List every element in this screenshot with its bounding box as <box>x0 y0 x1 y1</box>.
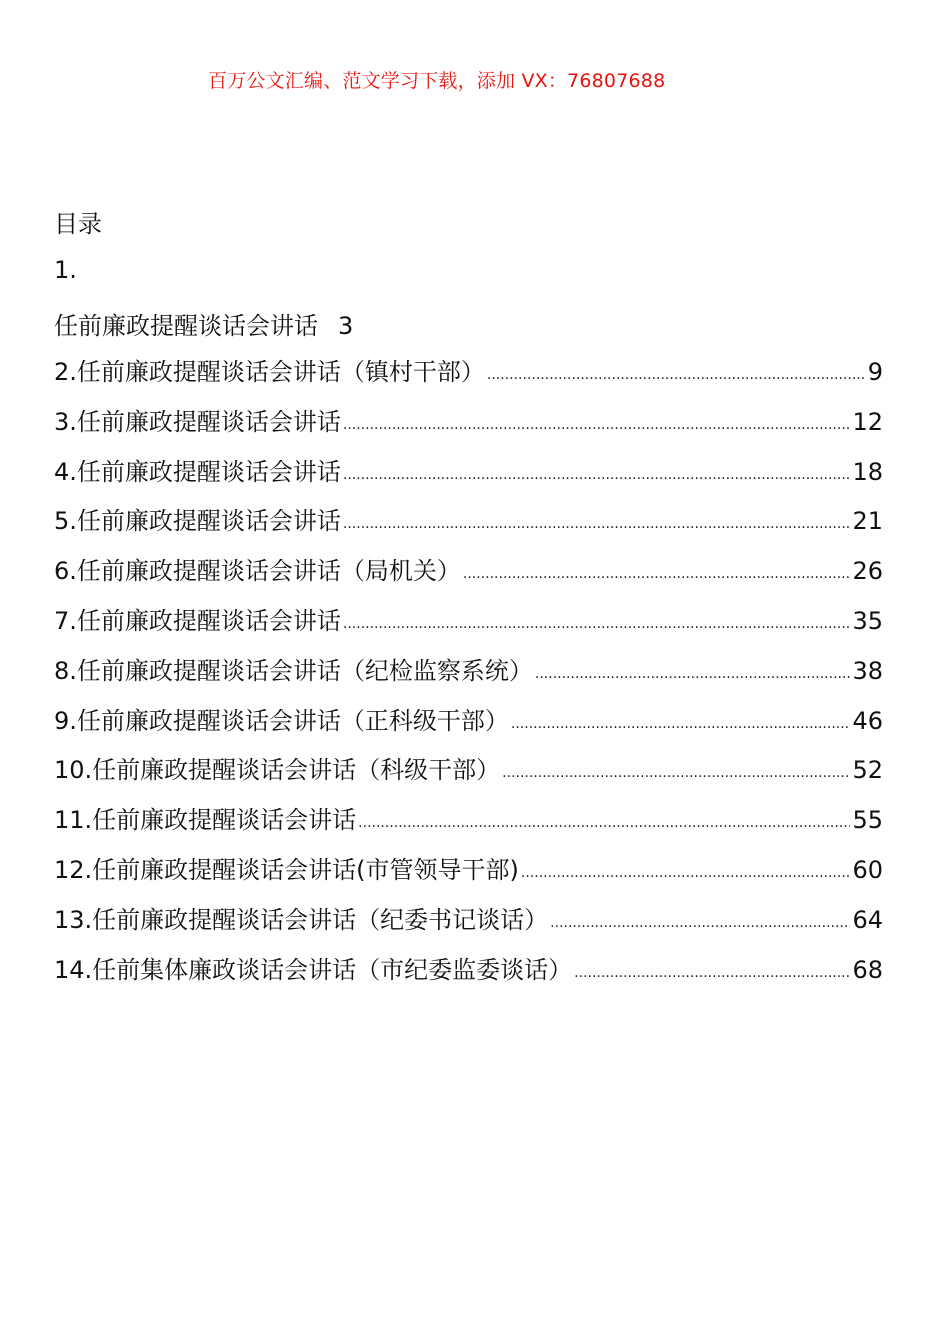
toc-entry-page: 18 <box>852 457 883 486</box>
toc-entry-8[interactable] <box>54 651 883 701</box>
toc-entry-page: 21 <box>852 507 883 536</box>
toc-entry-page: 26 <box>852 557 883 586</box>
toc-entry-title: 14.任前集体廉政谈话会讲话（市纪委监委谈话） <box>54 955 573 984</box>
toc-entry-page: 55 <box>852 806 883 835</box>
toc-entry-11[interactable] <box>54 800 883 850</box>
toc-entry-1-number: 1. <box>54 256 77 284</box>
toc-entry-5[interactable] <box>54 501 883 551</box>
toc-entry-10[interactable] <box>54 750 883 800</box>
dot-leader <box>343 616 851 632</box>
toc-entry-title: 5.任前廉政提醒谈话会讲话 <box>54 507 341 536</box>
toc-entry-13[interactable] <box>54 900 883 950</box>
toc-entry-title: 4.任前廉政提醒谈话会讲话 <box>54 457 341 486</box>
dot-leader <box>463 566 851 582</box>
toc-entry-page: 3 <box>338 312 354 340</box>
toc-entry-title: 12.任前廉政提醒谈话会讲话(市管领导干部) <box>54 855 519 884</box>
toc-entry-7[interactable] <box>54 601 883 651</box>
dot-leader <box>343 516 851 532</box>
toc-entry-title: 10.任前廉政提醒谈话会讲话（科级干部） <box>54 756 501 785</box>
dot-leader <box>550 915 850 931</box>
dot-leader <box>343 467 851 483</box>
toc-entry-page: 35 <box>852 606 883 635</box>
toc-entry-2[interactable] <box>54 352 883 402</box>
toc-heading: 目录 <box>54 210 102 238</box>
toc-list <box>54 352 883 999</box>
toc-entry-4[interactable] <box>54 452 883 502</box>
toc-entry-title: 11.任前廉政提醒谈话会讲话 <box>54 806 357 835</box>
toc-entry-page: 64 <box>852 905 883 934</box>
toc-entry-14[interactable] <box>54 950 883 1000</box>
toc-entry-title: 2.任前廉政提醒谈话会讲话（镇村干部） <box>54 358 485 386</box>
toc-entry-1[interactable] <box>54 306 353 341</box>
dot-leader <box>521 865 851 881</box>
dot-leader <box>487 367 866 383</box>
dot-leader <box>511 716 851 732</box>
toc-entry-page: 60 <box>852 855 883 884</box>
toc-entry-9[interactable] <box>54 701 883 751</box>
toc-entry-6[interactable] <box>54 551 883 601</box>
toc-entry-page: 68 <box>852 955 883 984</box>
dot-leader <box>358 815 850 831</box>
toc-entry-title: 13.任前廉政提醒谈话会讲话（纪委书记谈话） <box>54 905 549 934</box>
toc-entry-title: 6.任前廉政提醒谈话会讲话（局机关） <box>54 557 461 586</box>
toc-entry-page: 46 <box>852 706 883 735</box>
toc-entry-3[interactable] <box>54 402 883 452</box>
header-contact-note: 百万公文汇编、范文学习下载，添加 VX：76807688 <box>208 70 666 92</box>
toc-entry-page: 52 <box>852 756 883 785</box>
toc-entry-title: 任前廉政提醒谈话会讲话 <box>54 312 318 340</box>
toc-entry-title: 3.任前廉政提醒谈话会讲话 <box>54 407 341 436</box>
dot-leader <box>502 765 850 781</box>
toc-entry-page: 38 <box>852 656 883 685</box>
toc-entry-title: 7.任前廉政提醒谈话会讲话 <box>54 606 341 635</box>
toc-entry-page: 9 <box>867 358 883 386</box>
toc-entry-page: 12 <box>852 407 883 436</box>
dot-leader <box>343 417 851 433</box>
dot-leader <box>574 965 850 981</box>
dot-leader <box>535 666 851 682</box>
toc-entry-title: 9.任前廉政提醒谈话会讲话（正科级干部） <box>54 706 509 735</box>
toc-entry-12[interactable] <box>54 850 883 900</box>
toc-entry-title: 8.任前廉政提醒谈话会讲话（纪检监察系统） <box>54 656 533 685</box>
